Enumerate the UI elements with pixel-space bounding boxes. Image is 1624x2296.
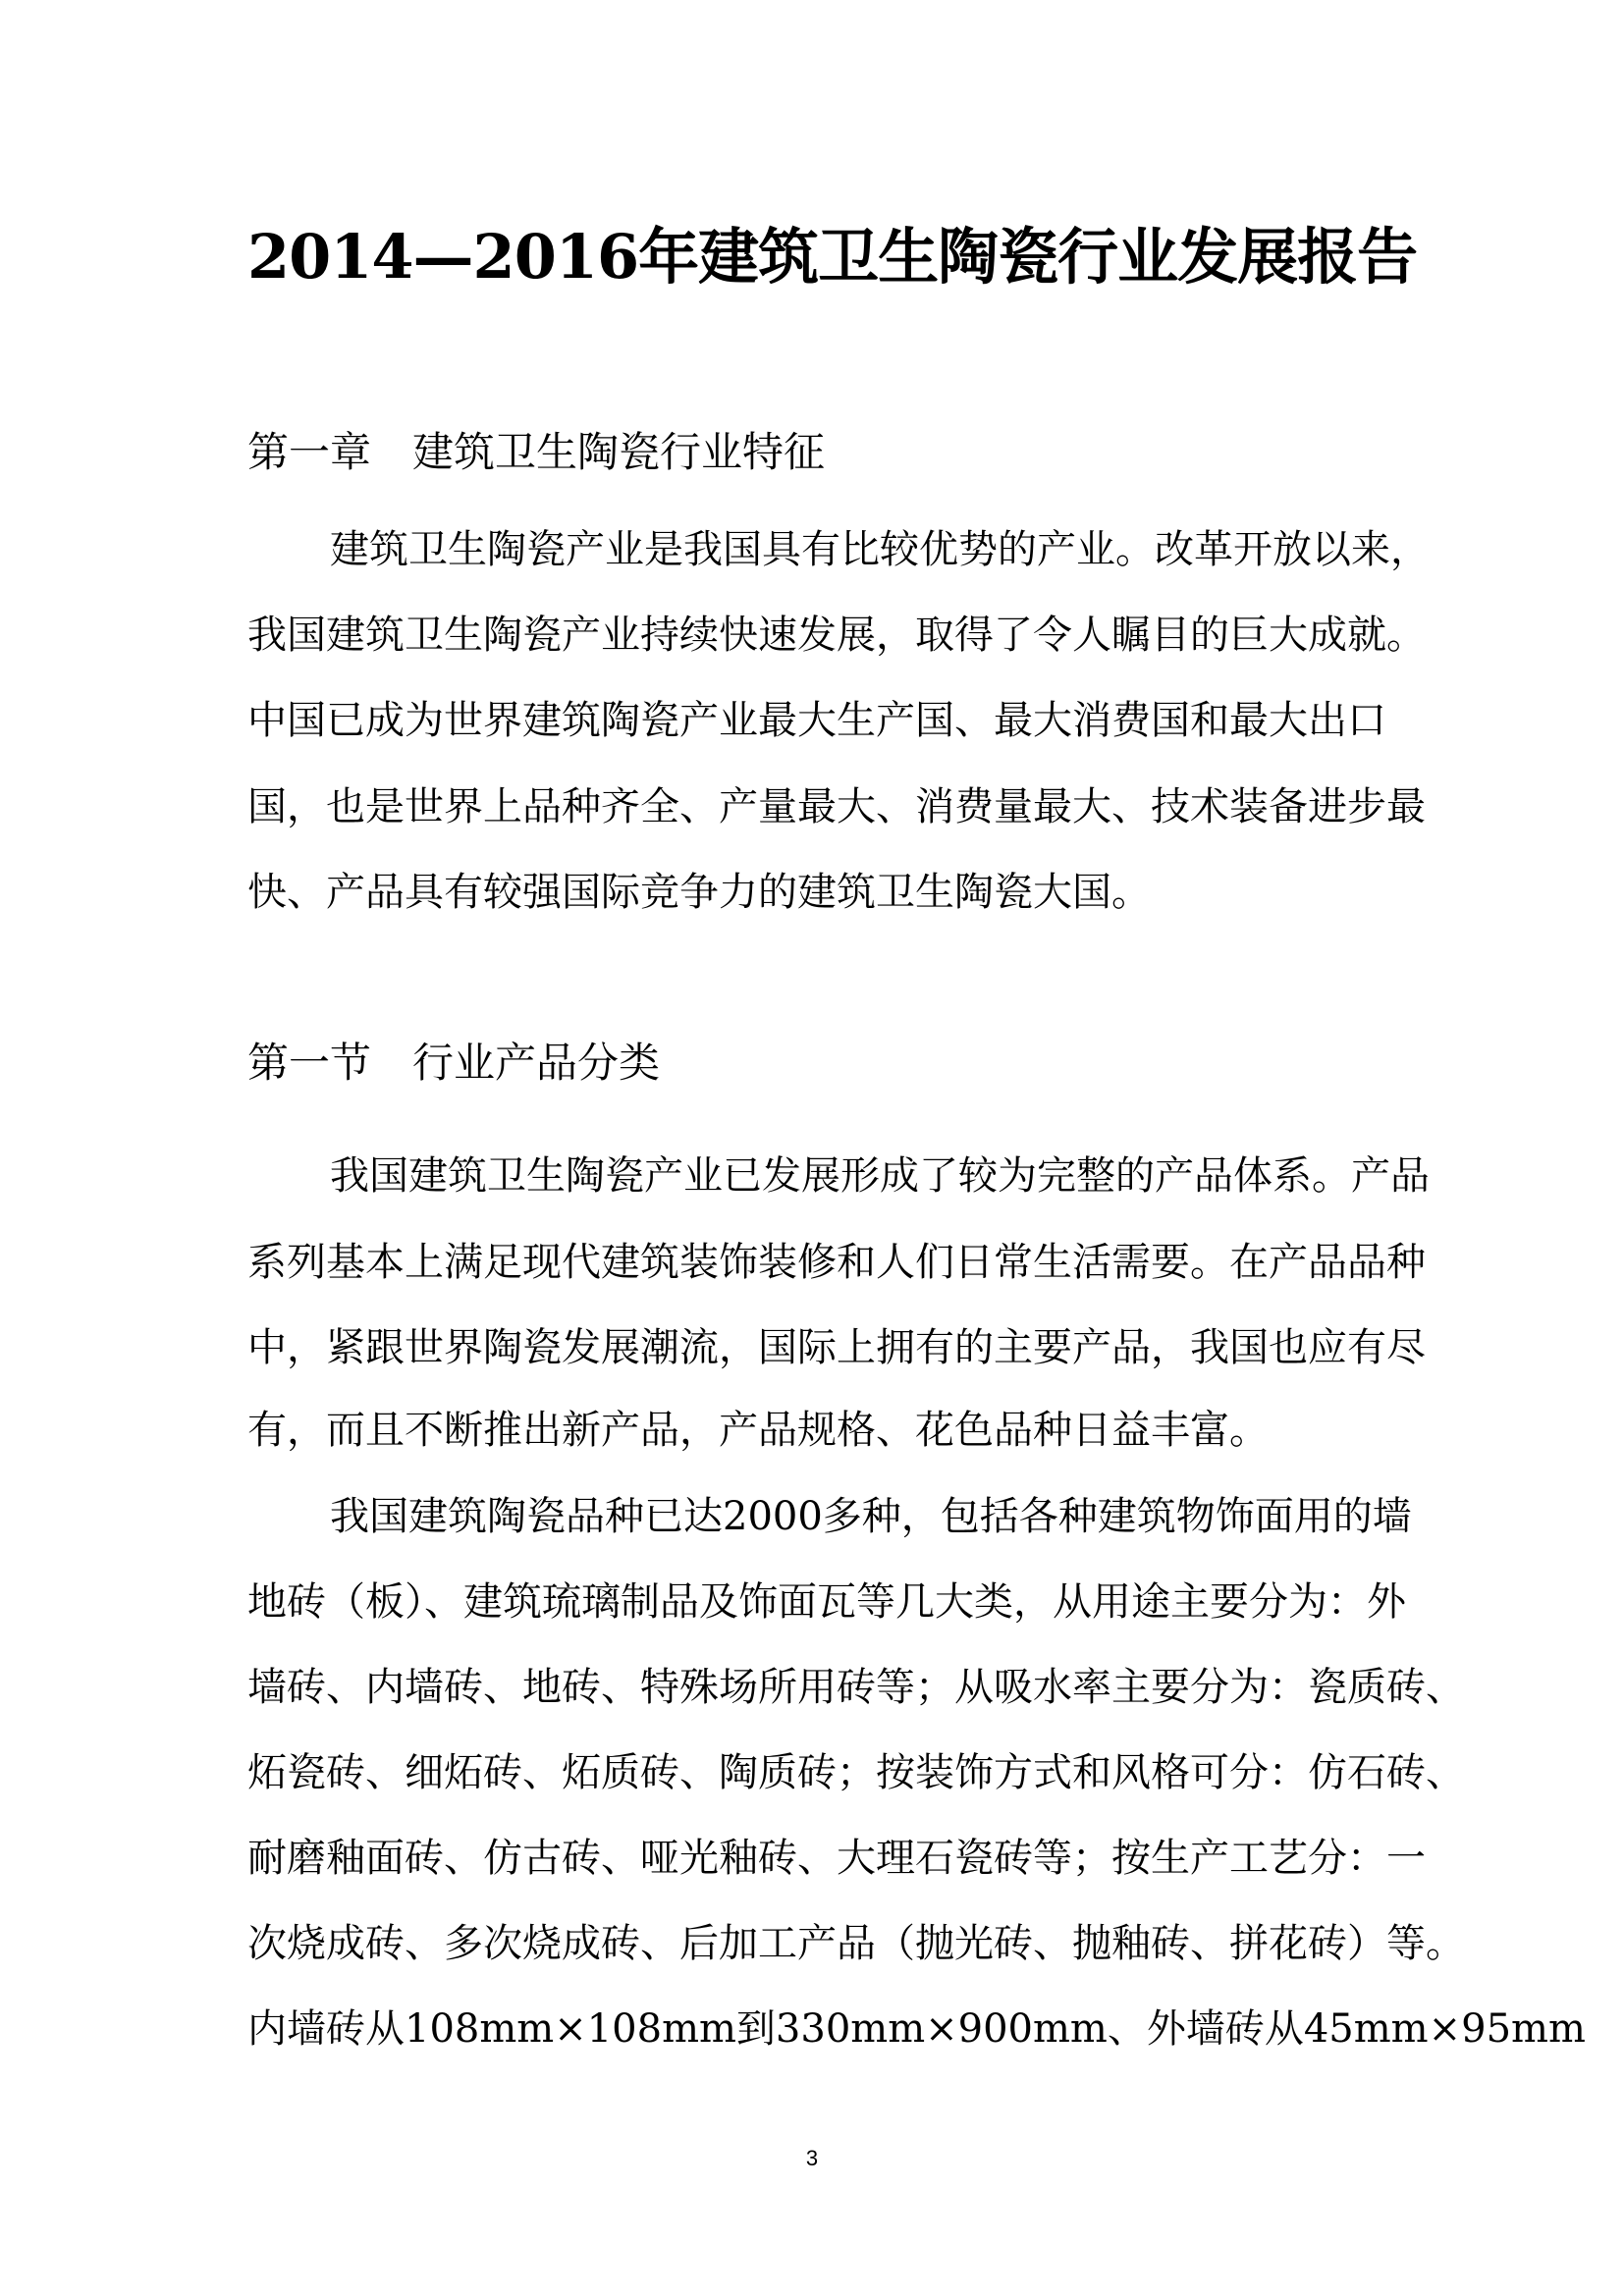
text-line: 地砖（板）、建筑琉璃制品及饰面瓦等几大类，从用途主要分为：外 bbox=[247, 1579, 1406, 1625]
text-line: 有，而且不断推出新产品，产品规格、花色品种日益丰富。 bbox=[247, 1408, 1269, 1453]
text-line: 国，也是世界上品种齐全、产量最大、消费量最大、技术装备进步最 bbox=[247, 784, 1426, 829]
text-line: 我国建筑卫生陶瓷产业已发展形成了较为完整的产品体系。产品 bbox=[330, 1153, 1430, 1199]
document-title: 2014—2016年建筑卫生陶瓷行业发展报告 bbox=[247, 221, 1418, 293]
text-line: 中，紧跟世界陶瓷发展潮流，国际上拥有的主要产品，我国也应有尽 bbox=[247, 1325, 1426, 1370]
text-line: 墙砖、内墙砖、地砖、特殊场所用砖等；从吸水率主要分为：瓷质砖、 bbox=[247, 1665, 1465, 1710]
text-line: 我国建筑卫生陶瓷产业持续快速发展，取得了令人瞩目的巨大成就。 bbox=[247, 613, 1426, 658]
text-line: 建筑卫生陶瓷产业是我国具有比较优势的产业。改革开放以来， bbox=[330, 527, 1430, 572]
page-number: 3 bbox=[805, 2146, 819, 2170]
text-line: 炻瓷砖、细炻砖、炻质砖、陶质砖；按装饰方式和风格可分：仿石砖、 bbox=[247, 1750, 1465, 1795]
text-line: 系列基本上满足现代建筑装饰装修和人们日常生活需要。在产品品种 bbox=[247, 1240, 1426, 1285]
text-line: 中国已成为世界建筑陶瓷产业最大生产国、最大消费国和最大出口 bbox=[247, 698, 1386, 743]
section-heading: 第一节 行业产品分类 bbox=[247, 1039, 661, 1087]
text-line: 我国建筑陶瓷品种已达2000多种，包括各种建筑物饰面用的墙 bbox=[330, 1494, 1412, 1539]
chapter-heading: 第一章 建筑卫生陶瓷行业特征 bbox=[247, 428, 826, 476]
text-line: 次烧成砖、多次烧成砖、后加工产品（抛光砖、抛釉砖、拼花砖）等。 bbox=[247, 1921, 1465, 1966]
text-line: 内墙砖从108mm×108mm到330mm×900mm、外墙砖从45mm×95mm bbox=[247, 2006, 1586, 2052]
text-line: 快、产品具有较强国际竞争力的建筑卫生陶瓷大国。 bbox=[247, 870, 1151, 915]
text-line: 耐磨釉面砖、仿古砖、哑光釉砖、大理石瓷砖等；按生产工艺分：一 bbox=[247, 1836, 1426, 1881]
